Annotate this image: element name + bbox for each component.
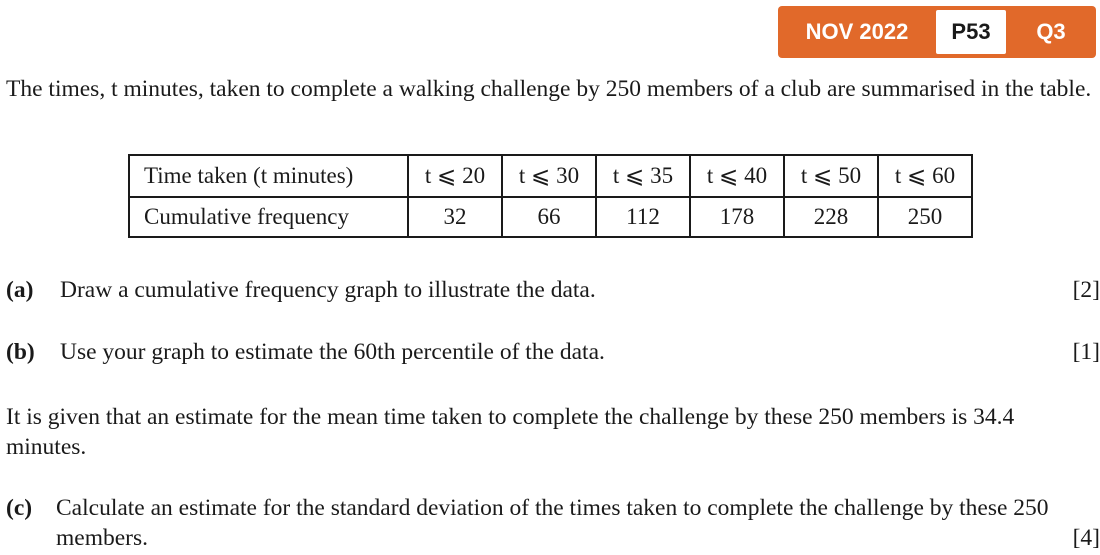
part-b-text: Use your graph to estimate the 60th percentile of the data.: [60, 339, 605, 365]
time-class-cell: t ⩽ 20: [408, 155, 502, 197]
time-row-header: Time taken (t minutes): [129, 155, 408, 197]
intro-paragraph: The times, t minutes, taken to complete a walking challenge by 250 members of a club are summarised in the table.: [6, 76, 1092, 102]
part-a-marks: [2]: [1072, 277, 1100, 303]
time-class-cell: t ⩽ 60: [878, 155, 972, 197]
frequency-cell: 228: [784, 197, 878, 237]
part-c-label: (c): [6, 495, 33, 521]
time-class-cell: t ⩽ 40: [690, 155, 784, 197]
time-class-cell: t ⩽ 35: [596, 155, 690, 197]
exam-date-label: NOV 2022: [805, 19, 909, 44]
frequency-row-header: Cumulative frequency: [129, 197, 408, 237]
frequency-cell: 178: [690, 197, 784, 237]
time-row: [129, 155, 972, 197]
frequency-cell: 112: [596, 197, 690, 237]
frequency-cell: 32: [408, 197, 502, 237]
time-class-cell: t ⩽ 30: [502, 155, 596, 197]
question-part-b: [6, 337, 1100, 367]
part-b-label: (b): [6, 339, 35, 365]
question-number-label: Q3: [1036, 19, 1066, 44]
question-badge: [778, 6, 1096, 58]
part-c-text: Calculate an estimate for the standard deviation of the times taken to complete the challenge by these 250 members.: [56, 495, 1049, 551]
part-a-text: Draw a cumulative frequency graph to illustrate the data.: [60, 277, 596, 303]
cumulative-frequency-table: [128, 154, 973, 238]
question-part-a: [6, 275, 1100, 305]
frequency-cell: 66: [502, 197, 596, 237]
question-part-c: [6, 493, 1100, 553]
part-a-label: (a): [6, 277, 34, 303]
part-c-marks: [4]: [1072, 525, 1100, 551]
paper-code-label: P53: [936, 10, 1006, 54]
time-class-cell: t ⩽ 50: [784, 155, 878, 197]
frequency-row: [129, 197, 972, 237]
part-b-marks: [1]: [1072, 339, 1100, 365]
mean-statement-paragraph: It is given that an estimate for the mean time taken to complete the challenge by these 250 members is 34.4 minutes.: [6, 404, 1015, 460]
frequency-cell: 250: [878, 197, 972, 237]
